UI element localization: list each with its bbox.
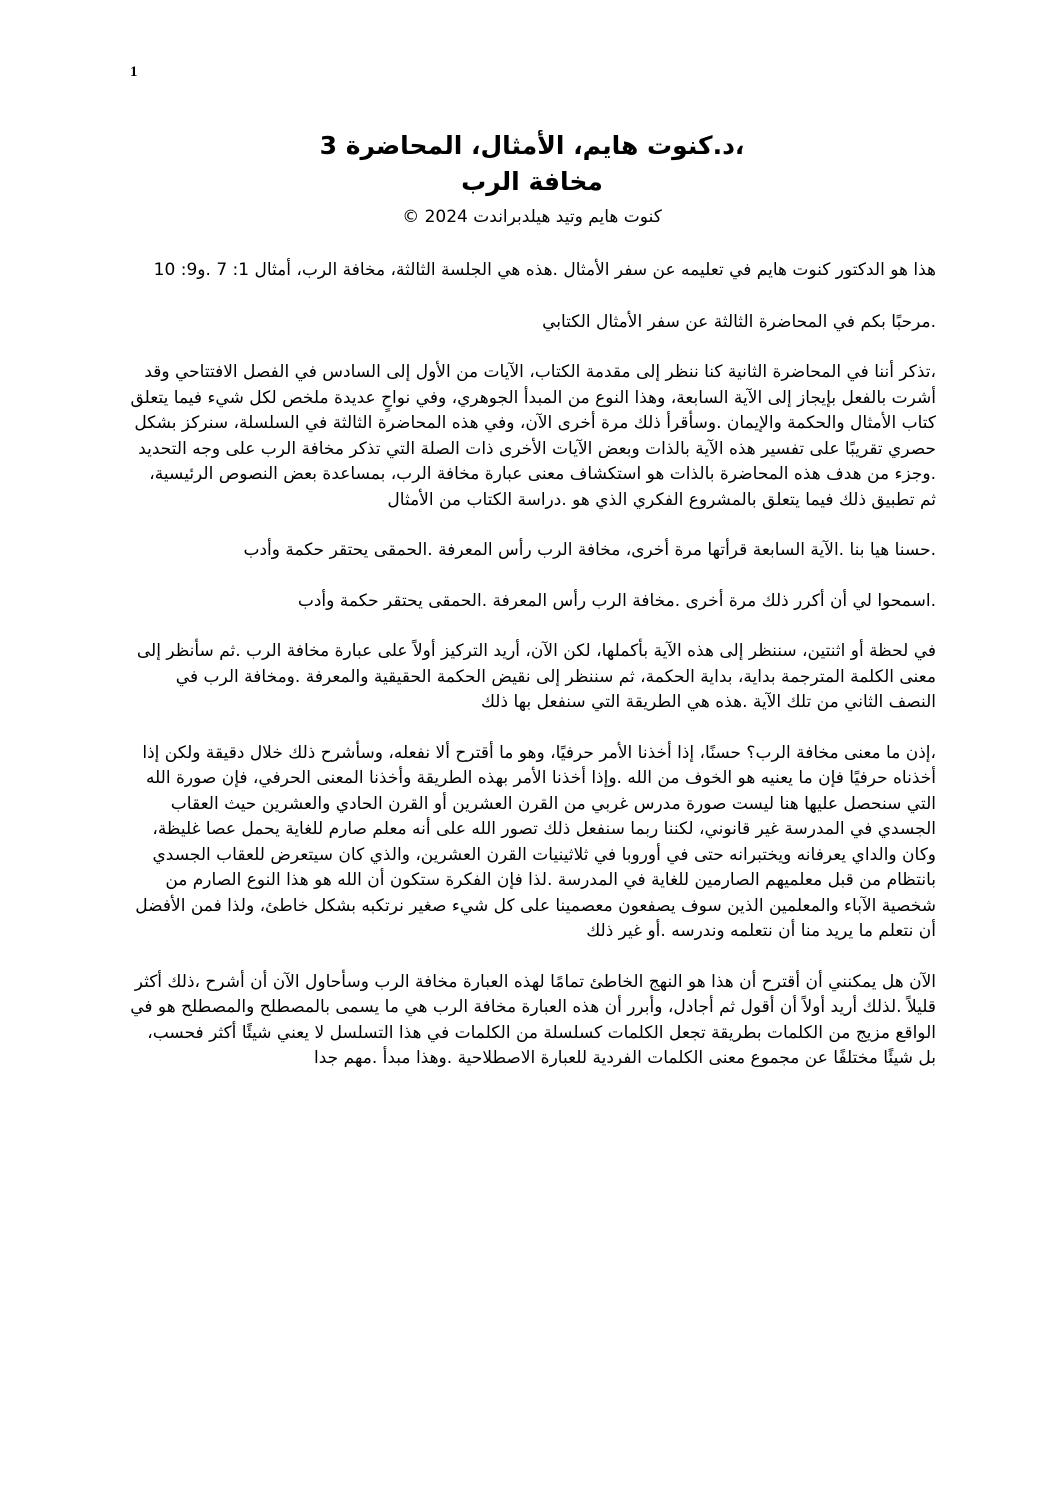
- paragraph-intro: هذا هو الدكتور كنوت هايم في تعليمه عن سفر الأمثال .هذه هي الجلسة الثالثة، مخافة الرب، أمثال 1: 7 .و9: 10: [153, 260, 936, 280]
- paragraph-verse-repeat: .اسمحوا لي أن أكرر ذلك مرة أخرى .مخافة الرب رأس المعرفة .الحمقى يحتقر حكمة وأدب: [297, 590, 936, 611]
- copyright-line: كنوت هايم وتيد هيلدبراندت 2024 ©: [402, 207, 662, 227]
- document-subtitle: مخافة الرب: [461, 167, 603, 196]
- title-block: [128, 128, 936, 232]
- paragraph-recap: ،تذكر أننا في المحاضرة الثانية كنا ننظر إلى مقدمة الكتاب، الآيات من الأول إلى السادس في الفصل الافتتاحي وقد أشرت بالفعل بإيجاز إلى الآية السابعة، وهذا النوع من المبدأ الجوهري، وفي نواحٍ عديدة ملخص لكل شيء فيما يتعلق كتاب الأمثال والحكمة والإيمان .وسأقرأ ذلك مرة أخرى الآن، وفي هذه المحاضرة الثالثة في السلسلة، سنركز بشكل حصري تقريبًا على تفسير هذه الآية بالذات وبعض الآيات الأخرى ذات الصلة التي تذكر مخافة الرب على وجه التحديد .وجزء من هدف هذه المحاضرة بالذات هو استكشاف معنى عبارة مخافة الرب، بمساعدة بعض النصوص الرئيسية، ثم تطبيق ذلك فيما يتعلق بالمشروع الفكري الذي هو .دراسة الكتاب من الأمثال: [130, 362, 936, 510]
- paragraph-welcome: .مرحبًا بكم في المحاضرة الثالثة عن سفر الأمثال الكتابي: [542, 311, 936, 332]
- paragraph-plan: في لحظة أو اثنتين، سننظر إلى هذه الآية بأكملها، لكن الآن، أريد التركيز أولاً على عبارة مخافة الرب .ثم سأنظر إلى معنى الكلمة المترجمة بداية، بداية الحكمة، ثم سننظر إلى نقيض الحكمة الحقيقية والمعرفة .ومخافة الرب في النصف الثاني من تلك الآية .هذه هي الطريقة التي سنفعل بها ذلك: [136, 641, 936, 712]
- document-body: [128, 128, 936, 1072]
- paragraph-verse-reading: .حسنا هيا بنا .الآية السابعة قرأتها مرة أخرى، مخافة الرب رأس المعرفة .الحمقى يحتقر حكمة وأدب: [243, 540, 936, 560]
- paragraph-idiom: الآن هل يمكنني أن أقترح أن هذا هو النهج الخاطئ تمامًا لهذه العبارة مخافة الرب وسأحاول الآن أن أشرح ،ذلك أكثر قليلاً .لذلك أريد أولاً أن أقول ثم أجادل، وأبرر أن هذه العبارة مخافة الرب هي ما يسمى بالمصطلح والمصطلح هو في الواقع مزيج من الكلمات بطريقة تجعل الكلمات كسلسلة من الكلمات في هذا التسلسل لا يعني شيئًا أكثر فحسب، بل شيئًا مختلفًا عن مجموع معنى الكلمات الفردية للعبارة الاصطلاحية .وهذا مبدأ .مهم جدا: [130, 971, 936, 1068]
- paragraph-literal-meaning: ،إذن ما معنى مخافة الرب؟ حسنًا، إذا أخذنا الأمر حرفيًا، وهو ما أقترح ألا نفعله، وسأشرح ذلك خلال دقيقة ولكن إذا أخذناه حرفيًا فإن ما يعنيه هو الخوف من الله .وإذا أخذنا الأمر بهذه الطريقة وأخذنا المعنى الحرفي، فإن صورة الله التي سنحصل عليها هنا ليست صورة مدرس غربي من القرن العشرين أو القرن الحادي والعشرين حيث العقاب الجسدي في المدرسة غير قانوني، لكننا ربما سنفعل ذلك تصور الله على أنه معلم صارم للغاية يحمل عصا غليظة، وكان والداي يعرفانه ويختبرانه حتى في أوروبا في ثلاثينيات القرن العشرين، والذي كان سيتعرض للعقاب الجسدي بانتظام من قبل معلميهم الصارمين للغاية في المدرسة .لذا فإن الفكرة ستكون أن الله هو هذا النوع الصارم من شخصية الآباء والمعلمين الذين سوف يصفعون معصمينا على كل شيء صغير نرتكبه بشكل خاطئ، ولذا فمن الأفضل أن نتعلم ما يريد منا أن نتعلمه وندرسه .أو غير ذلك: [135, 742, 936, 941]
- page-number: 1: [130, 64, 138, 80]
- document-title: ،د.كنوت هايم، الأمثال، المحاضرة 3: [319, 131, 745, 160]
